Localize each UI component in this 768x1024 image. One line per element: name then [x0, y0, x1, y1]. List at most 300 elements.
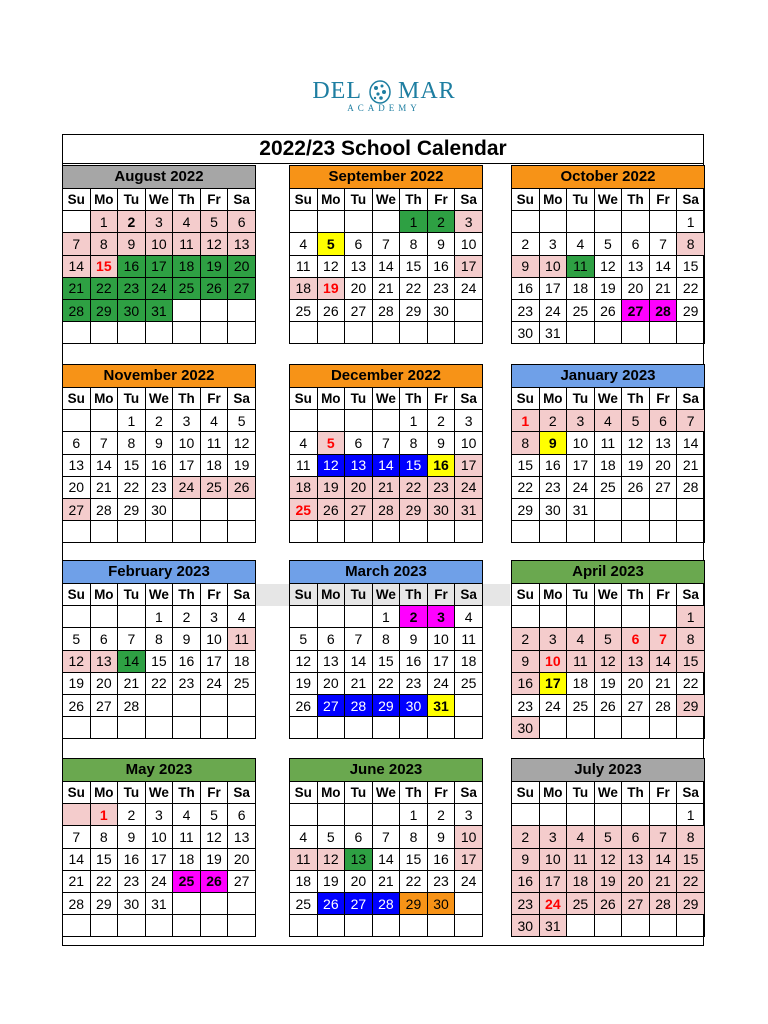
day-cell: 18	[173, 255, 201, 277]
empty-cell	[594, 804, 622, 826]
empty-cell	[145, 521, 173, 543]
day-cell: 17	[427, 650, 455, 672]
day-cell: 26	[200, 870, 228, 892]
day-cell: 15	[145, 650, 173, 672]
day-cell: 3	[539, 628, 567, 650]
day-cell: 17	[455, 454, 483, 476]
day-cell: 14	[372, 848, 400, 870]
day-cell: 16	[427, 454, 455, 476]
empty-cell	[427, 717, 455, 739]
weekday-header: Sa	[228, 388, 256, 410]
empty-cell	[118, 322, 146, 344]
day-cell: 23	[145, 476, 173, 498]
empty-cell	[173, 322, 201, 344]
weekday-header: We	[594, 189, 622, 211]
empty-cell	[90, 322, 118, 344]
day-cell: 14	[372, 454, 400, 476]
day-cell: 12	[290, 650, 318, 672]
weekday-header: Th	[173, 584, 201, 606]
day-cell: 21	[118, 672, 146, 694]
weekday-header: Su	[512, 189, 540, 211]
day-cell: 27	[228, 277, 256, 299]
weekday-header: Th	[173, 189, 201, 211]
month-title: April 2023	[512, 561, 705, 584]
day-cell: 10	[145, 233, 173, 255]
empty-cell	[345, 322, 373, 344]
day-cell: 29	[400, 498, 428, 520]
day-cell: 19	[594, 870, 622, 892]
day-cell: 30	[512, 322, 540, 344]
month-title: January 2023	[512, 365, 705, 388]
day-cell: 18	[228, 650, 256, 672]
empty-cell	[539, 211, 567, 233]
empty-cell	[512, 211, 540, 233]
day-cell: 4	[228, 606, 256, 628]
day-cell: 24	[455, 476, 483, 498]
empty-cell	[173, 521, 201, 543]
empty-cell	[677, 322, 705, 344]
day-cell: 18	[567, 277, 595, 299]
day-cell: 3	[539, 233, 567, 255]
day-cell: 3	[455, 211, 483, 233]
day-cell: 20	[63, 476, 91, 498]
empty-cell	[317, 804, 345, 826]
day-cell: 16	[512, 870, 540, 892]
day-cell: 21	[63, 277, 91, 299]
month-calendar	[511, 165, 705, 344]
day-cell: 9	[512, 650, 540, 672]
day-cell: 12	[317, 848, 345, 870]
day-cell: 1	[400, 410, 428, 432]
empty-cell	[594, 521, 622, 543]
day-cell: 5	[622, 410, 650, 432]
empty-cell	[567, 211, 595, 233]
day-cell: 22	[90, 277, 118, 299]
day-cell: 21	[63, 870, 91, 892]
day-cell: 21	[372, 476, 400, 498]
empty-cell	[455, 322, 483, 344]
day-cell: 28	[372, 892, 400, 914]
day-cell: 16	[118, 255, 146, 277]
empty-cell	[539, 804, 567, 826]
empty-cell	[649, 804, 677, 826]
empty-cell	[173, 498, 201, 520]
empty-cell	[372, 915, 400, 937]
empty-cell	[173, 915, 201, 937]
empty-cell	[317, 915, 345, 937]
day-cell: 13	[317, 650, 345, 672]
empty-cell	[173, 892, 201, 914]
day-cell: 7	[372, 826, 400, 848]
day-cell: 4	[290, 826, 318, 848]
day-cell: 29	[400, 299, 428, 321]
day-cell: 4	[567, 628, 595, 650]
day-cell: 19	[200, 848, 228, 870]
day-cell: 13	[63, 454, 91, 476]
day-cell: 2	[427, 410, 455, 432]
empty-cell	[145, 717, 173, 739]
weekday-header: We	[145, 782, 173, 804]
day-cell: 6	[228, 804, 256, 826]
day-cell: 19	[594, 672, 622, 694]
month-title: July 2023	[512, 759, 705, 782]
day-cell: 13	[90, 650, 118, 672]
day-cell: 12	[317, 255, 345, 277]
day-cell: 16	[118, 848, 146, 870]
empty-cell	[290, 606, 318, 628]
empty-cell	[677, 717, 705, 739]
day-cell: 24	[455, 277, 483, 299]
weekday-header: Th	[622, 189, 650, 211]
day-cell: 27	[317, 694, 345, 716]
weekday-header: Su	[63, 782, 91, 804]
weekday-header: Sa	[228, 782, 256, 804]
weekday-header: Th	[173, 388, 201, 410]
month-calendar	[511, 364, 705, 543]
weekday-header: Sa	[677, 782, 705, 804]
day-cell: 13	[228, 233, 256, 255]
day-cell: 10	[145, 826, 173, 848]
day-cell: 11	[455, 628, 483, 650]
weekday-header: Tu	[345, 782, 373, 804]
day-cell: 19	[317, 277, 345, 299]
empty-cell	[90, 410, 118, 432]
day-cell: 6	[345, 826, 373, 848]
day-cell: 12	[594, 848, 622, 870]
day-cell: 5	[63, 628, 91, 650]
empty-cell	[539, 717, 567, 739]
weekday-header: Th	[622, 584, 650, 606]
day-cell: 25	[173, 277, 201, 299]
day-cell: 30	[427, 498, 455, 520]
day-cell: 24	[539, 694, 567, 716]
day-cell: 23	[427, 277, 455, 299]
empty-cell	[290, 410, 318, 432]
day-cell: 28	[649, 299, 677, 321]
day-cell: 14	[63, 255, 91, 277]
day-cell: 24	[539, 299, 567, 321]
day-cell: 31	[455, 498, 483, 520]
day-cell: 24	[145, 870, 173, 892]
weekday-header: Fr	[200, 189, 228, 211]
month-title: October 2022	[512, 166, 705, 189]
empty-cell	[594, 717, 622, 739]
day-cell: 8	[118, 432, 146, 454]
day-cell: 17	[455, 255, 483, 277]
empty-cell	[622, 322, 650, 344]
day-cell: 1	[512, 410, 540, 432]
empty-cell	[455, 915, 483, 937]
day-cell: 7	[63, 826, 91, 848]
empty-cell	[228, 299, 256, 321]
day-cell: 11	[228, 628, 256, 650]
day-cell: 25	[200, 476, 228, 498]
empty-cell	[649, 521, 677, 543]
empty-cell	[290, 211, 318, 233]
empty-cell	[173, 694, 201, 716]
empty-cell	[567, 521, 595, 543]
day-cell: 27	[649, 476, 677, 498]
day-cell: 5	[200, 211, 228, 233]
logo-text-left: DEL	[312, 78, 362, 104]
day-cell: 2	[400, 606, 428, 628]
weekday-header: Su	[63, 388, 91, 410]
day-cell: 30	[512, 717, 540, 739]
month-title: June 2023	[290, 759, 483, 782]
weekday-header: We	[594, 782, 622, 804]
day-cell: 30	[400, 694, 428, 716]
day-cell: 24	[427, 672, 455, 694]
day-cell: 14	[118, 650, 146, 672]
day-cell: 18	[567, 672, 595, 694]
day-cell: 13	[345, 454, 373, 476]
empty-cell	[317, 322, 345, 344]
day-cell: 2	[173, 606, 201, 628]
weekday-header: Mo	[317, 782, 345, 804]
day-cell: 27	[622, 694, 650, 716]
day-cell: 18	[455, 650, 483, 672]
day-cell: 28	[372, 498, 400, 520]
weekday-header: Su	[512, 388, 540, 410]
empty-cell	[90, 717, 118, 739]
weekday-header: Th	[400, 782, 428, 804]
day-cell: 6	[63, 432, 91, 454]
day-cell: 12	[594, 650, 622, 672]
empty-cell	[567, 915, 595, 937]
day-cell: 16	[400, 650, 428, 672]
day-cell: 9	[512, 848, 540, 870]
day-cell: 22	[677, 870, 705, 892]
day-cell: 9	[539, 432, 567, 454]
day-cell: 10	[173, 432, 201, 454]
weekday-header: We	[594, 584, 622, 606]
empty-cell	[228, 694, 256, 716]
day-cell: 20	[649, 454, 677, 476]
day-cell: 1	[400, 211, 428, 233]
day-cell: 20	[345, 476, 373, 498]
empty-cell	[649, 498, 677, 520]
empty-cell	[455, 521, 483, 543]
day-cell: 27	[63, 498, 91, 520]
day-cell: 16	[427, 255, 455, 277]
day-cell: 7	[649, 628, 677, 650]
day-cell: 20	[317, 672, 345, 694]
empty-cell	[427, 521, 455, 543]
day-cell: 15	[90, 848, 118, 870]
day-cell: 22	[400, 476, 428, 498]
empty-cell	[228, 322, 256, 344]
day-cell: 5	[594, 628, 622, 650]
day-cell: 9	[173, 628, 201, 650]
day-cell: 7	[677, 410, 705, 432]
day-cell: 26	[228, 476, 256, 498]
day-cell: 16	[173, 650, 201, 672]
empty-cell	[622, 717, 650, 739]
weekday-header: We	[372, 782, 400, 804]
day-cell: 12	[200, 233, 228, 255]
day-cell: 28	[118, 694, 146, 716]
weekday-header: Sa	[228, 189, 256, 211]
empty-cell	[400, 915, 428, 937]
empty-cell	[200, 915, 228, 937]
day-cell: 21	[90, 476, 118, 498]
day-cell: 14	[649, 848, 677, 870]
day-cell: 1	[145, 606, 173, 628]
day-cell: 7	[372, 233, 400, 255]
weekday-header: Mo	[539, 782, 567, 804]
weekday-header: We	[594, 388, 622, 410]
weekday-header: Th	[400, 584, 428, 606]
empty-cell	[345, 410, 373, 432]
weekday-header: Sa	[455, 584, 483, 606]
day-cell: 18	[567, 870, 595, 892]
day-cell: 10	[455, 233, 483, 255]
empty-cell	[228, 521, 256, 543]
weekday-header: Mo	[90, 782, 118, 804]
empty-cell	[63, 410, 91, 432]
day-cell: 22	[118, 476, 146, 498]
day-cell: 27	[345, 299, 373, 321]
weekday-header: We	[145, 388, 173, 410]
weekday-header: Fr	[427, 782, 455, 804]
day-cell: 28	[372, 299, 400, 321]
day-cell: 26	[594, 694, 622, 716]
day-cell: 2	[145, 410, 173, 432]
empty-cell	[539, 521, 567, 543]
day-cell: 9	[118, 826, 146, 848]
day-cell: 1	[677, 211, 705, 233]
month-title: December 2022	[290, 365, 483, 388]
day-cell: 20	[622, 870, 650, 892]
day-cell: 10	[539, 255, 567, 277]
day-cell: 28	[63, 892, 91, 914]
empty-cell	[173, 299, 201, 321]
day-cell: 23	[427, 870, 455, 892]
empty-cell	[63, 322, 91, 344]
day-cell: 11	[290, 454, 318, 476]
empty-cell	[400, 717, 428, 739]
day-cell: 5	[594, 826, 622, 848]
day-cell: 10	[427, 628, 455, 650]
day-cell: 2	[118, 804, 146, 826]
day-cell: 22	[372, 672, 400, 694]
day-cell: 12	[594, 255, 622, 277]
day-cell: 10	[567, 432, 595, 454]
day-cell: 21	[649, 672, 677, 694]
empty-cell	[63, 717, 91, 739]
weekday-header: Su	[290, 584, 318, 606]
day-cell: 5	[317, 432, 345, 454]
month-calendar	[289, 165, 483, 344]
day-cell: 20	[345, 870, 373, 892]
day-cell: 10	[200, 628, 228, 650]
day-cell: 26	[317, 892, 345, 914]
empty-cell	[118, 717, 146, 739]
day-cell: 26	[290, 694, 318, 716]
page-title: 2022/23 School Calendar	[62, 134, 704, 164]
weekday-header: Mo	[539, 584, 567, 606]
day-cell: 23	[400, 672, 428, 694]
weekday-header: Mo	[317, 584, 345, 606]
empty-cell	[63, 915, 91, 937]
weekday-header: Fr	[649, 388, 677, 410]
empty-cell	[118, 915, 146, 937]
weekday-header: Fr	[200, 782, 228, 804]
day-cell: 30	[512, 915, 540, 937]
day-cell: 1	[118, 410, 146, 432]
day-cell: 3	[200, 606, 228, 628]
day-cell: 19	[200, 255, 228, 277]
day-cell: 5	[200, 804, 228, 826]
day-cell: 8	[90, 826, 118, 848]
empty-cell	[145, 322, 173, 344]
empty-cell	[649, 211, 677, 233]
weekday-header: Tu	[118, 388, 146, 410]
day-cell: 15	[677, 650, 705, 672]
day-cell: 14	[649, 650, 677, 672]
empty-cell	[539, 606, 567, 628]
day-cell: 19	[63, 672, 91, 694]
day-cell: 11	[290, 848, 318, 870]
day-cell: 31	[145, 892, 173, 914]
day-cell: 20	[90, 672, 118, 694]
empty-cell	[594, 498, 622, 520]
day-cell: 22	[677, 672, 705, 694]
day-cell: 24	[145, 277, 173, 299]
day-cell: 5	[317, 233, 345, 255]
empty-cell	[317, 606, 345, 628]
day-cell: 13	[345, 848, 373, 870]
empty-cell	[622, 804, 650, 826]
day-cell: 16	[427, 848, 455, 870]
day-cell: 29	[677, 694, 705, 716]
weekday-header: Mo	[90, 189, 118, 211]
day-cell: 6	[622, 628, 650, 650]
empty-cell	[290, 521, 318, 543]
day-cell: 4	[290, 432, 318, 454]
month-title: September 2022	[290, 166, 483, 189]
empty-cell	[594, 915, 622, 937]
day-cell: 19	[228, 454, 256, 476]
day-cell: 31	[427, 694, 455, 716]
day-cell: 23	[512, 299, 540, 321]
empty-cell	[372, 410, 400, 432]
weekday-header: Su	[63, 584, 91, 606]
day-cell: 22	[512, 476, 540, 498]
weekday-header: Sa	[677, 584, 705, 606]
day-cell: 6	[622, 233, 650, 255]
day-cell: 26	[200, 277, 228, 299]
weekday-header: We	[372, 584, 400, 606]
weekday-header: We	[372, 388, 400, 410]
day-cell: 2	[427, 804, 455, 826]
day-cell: 13	[345, 255, 373, 277]
day-cell: 17	[539, 870, 567, 892]
day-cell: 3	[173, 410, 201, 432]
day-cell: 26	[594, 892, 622, 914]
day-cell: 2	[539, 410, 567, 432]
day-cell: 29	[677, 299, 705, 321]
empty-cell	[118, 521, 146, 543]
month-title: February 2023	[63, 561, 256, 584]
empty-cell	[228, 717, 256, 739]
day-cell: 25	[567, 892, 595, 914]
day-cell: 16	[512, 277, 540, 299]
month-calendar	[62, 364, 256, 543]
day-cell: 25	[290, 299, 318, 321]
day-cell: 4	[567, 233, 595, 255]
day-cell: 27	[90, 694, 118, 716]
